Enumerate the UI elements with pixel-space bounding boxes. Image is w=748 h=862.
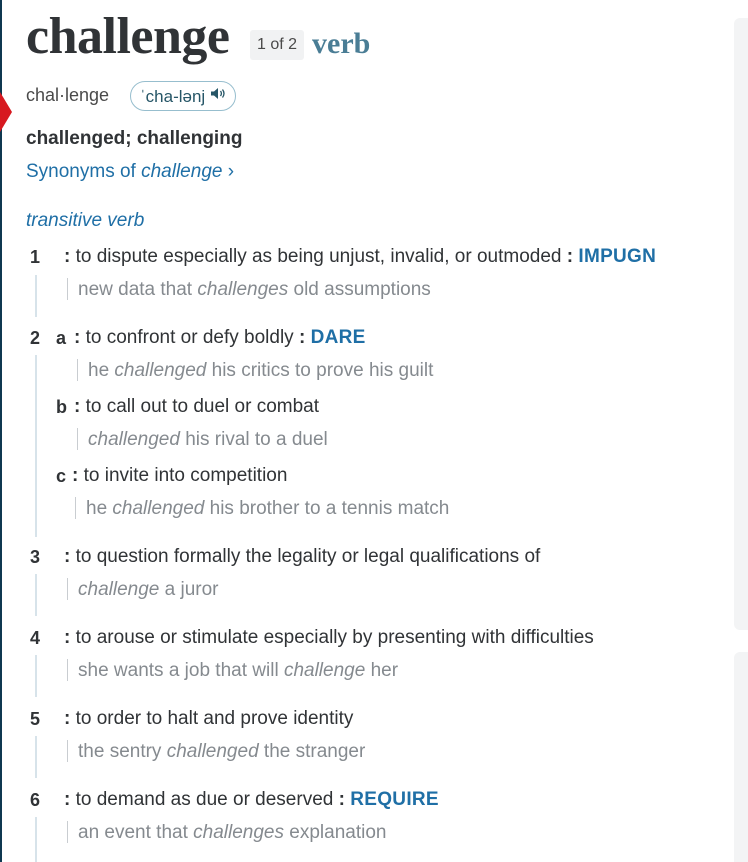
example-bar (67, 659, 68, 681)
definition: : to arouse or stimulate especially by presenting with difficulties (64, 627, 594, 648)
side-panel-lower (734, 652, 748, 862)
sense-number: 5 (30, 709, 41, 729)
example-bar (67, 740, 68, 762)
syllables: chal·lenge (26, 85, 110, 105)
bookmark-marker (0, 92, 12, 132)
example-bar (67, 821, 68, 843)
sense-number: 1 (30, 247, 41, 267)
example-sentence: new data that challenges old assumptions (78, 279, 431, 300)
example-sentence: she wants a job that will challenge her (78, 660, 399, 681)
sense-guide-1 (35, 275, 37, 317)
cross-reference-link[interactable]: IMPUGN (578, 246, 657, 267)
sense-letter: a (56, 328, 67, 348)
example-sentence: the sentry challenged the stranger (78, 741, 366, 762)
definition-text: to dispute especially as being unjust, invalid, or outmoded (75, 246, 562, 267)
side-panel (734, 18, 748, 630)
example-sentence: an event that challenges explanation (78, 822, 387, 843)
cross-reference-link[interactable]: DARE (310, 327, 366, 348)
sense-guide-2 (35, 355, 37, 537)
part-of-speech[interactable]: verb (312, 27, 371, 60)
definition-text: to call out to duel or combat (85, 396, 320, 417)
pronunciation-text: ˈcha-lənj (140, 86, 206, 106)
example-bar (77, 428, 78, 450)
definition: : to demand as due or deserved : REQUIRE (64, 789, 439, 810)
synonyms-link-prefix: Synonyms of (26, 161, 142, 182)
chevron-right-icon: › (227, 161, 235, 182)
definition-text: to order to halt and prove identity (75, 708, 354, 729)
example-sentence: he challenged his brother to a tennis match (86, 498, 450, 519)
example-sentence: he challenged his critics to prove his guilt (88, 360, 434, 381)
definition: : to invite into competition (72, 465, 288, 486)
sense-number: 2 (30, 328, 41, 348)
definition-text: to invite into competition (83, 465, 288, 486)
definition: : to call out to duel or combat (74, 396, 320, 417)
synonyms-link-word: challenge (141, 161, 223, 182)
definition-text: to confront or defy boldly (85, 327, 294, 348)
sense-guide-5 (35, 736, 37, 778)
entry-count-badge: 1 of 2 (250, 30, 304, 60)
example-sentence: challenged his rival to a duel (88, 429, 328, 450)
sense-guide-6 (35, 817, 37, 862)
sense-number: 4 (30, 628, 41, 648)
example-sentence: challenge a juror (78, 579, 219, 600)
sense-letter: c (56, 466, 67, 486)
definition-text: to question formally the legality or legal qualifications of (75, 546, 541, 567)
sense-guide-3 (35, 574, 37, 616)
speaker-icon (210, 83, 226, 110)
cross-reference-link[interactable]: REQUIRE (350, 789, 439, 810)
sense-number: 6 (30, 790, 41, 810)
definition: : to dispute especially as being unjust, invalid, or outmoded : IMPUGN (64, 246, 657, 267)
definition: : to order to halt and prove identity (64, 708, 354, 729)
definition-text: to arouse or stimulate especially by presenting with difficulties (75, 627, 594, 648)
definition: : to question formally the legality or legal qualifications of (64, 546, 541, 567)
definition-text: to demand as due or deserved (75, 789, 334, 810)
example-bar (67, 578, 68, 600)
synonyms-link[interactable] (26, 159, 234, 185)
sense-guide-4 (35, 655, 37, 697)
example-bar (77, 359, 78, 381)
example-bar (75, 497, 76, 519)
verb-divider: transitive verb (26, 210, 145, 231)
headword: challenge (26, 8, 230, 65)
example-bar (67, 278, 68, 300)
sense-number: 3 (30, 547, 41, 567)
sense-letter: b (56, 397, 67, 417)
inflections: challenged; challenging (26, 128, 243, 149)
definition: : to confront or defy boldly : DARE (74, 327, 366, 348)
pronunciation-button[interactable] (130, 81, 236, 111)
